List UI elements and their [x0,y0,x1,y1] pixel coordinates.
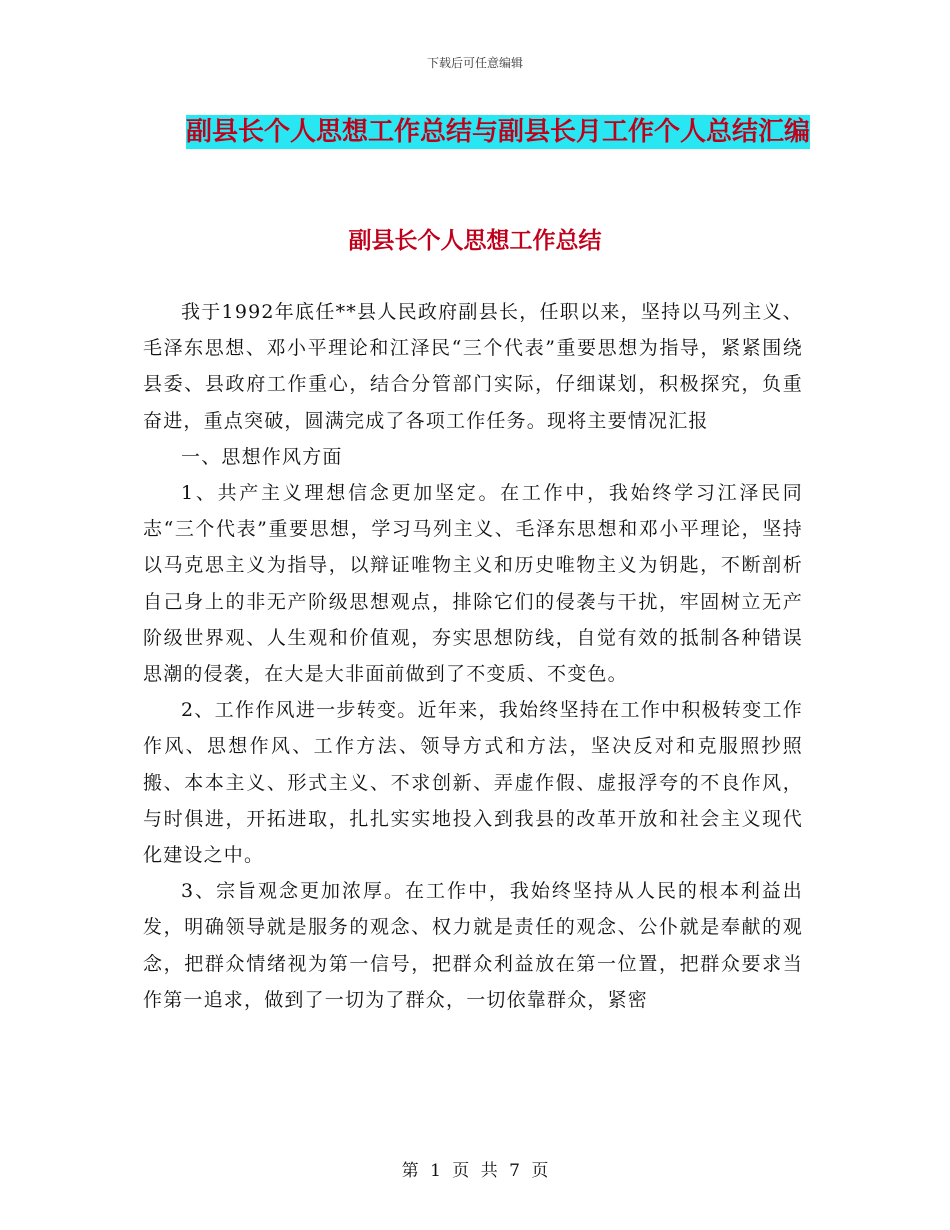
header-note: 下载后可任意编辑 [426,56,523,70]
paragraph: 我于1992年底任**县人民政府副县长，任职以来，坚持以马列主义、毛泽东思想、邓小平理论和江泽民“三个代表”重要思想为指导，紧紧围绕县委、县政府工作重心，结合分管部门实际，仔细谋划，积极探究，负重奋进，重点突破，圆满完成了各项工作任务。现将主要情况汇报 [143,301,803,432]
paragraph: 一、思想作风方面 [181,445,343,468]
paragraph: 2、工作作风进一步转变。近年来，我始终坚持在工作中积极转变工作作风、思想作风、工作方法、领导方式和方法，坚决反对和克服照抄照搬、本本主义、形式主义、不求创新、弄虚作假、虚报浮夸的不良作风，与时俱进，开拓进取，扎扎实实地投入到我县的改革开放和社会主义现代化建设之中。 [143,699,803,867]
paragraph: 3、宗旨观念更加浓厚。在工作中，我始终坚持从人民的根本利益出发，明确领导就是服务的观念、权力就是责任的观念、公仆就是奉献的观念，把群众情绪视为第一信号，把群众利益放在第一位置，把群众要求当作第一追求，做到了一切为了群众，一切依靠群众，紧密 [143,880,803,1011]
document-title-text: 副县长个人思想工作总结与副县长月工作个人总结汇编 [185,117,810,147]
document-title [180,108,816,156]
section-title: 副县长个人思想工作总结 [348,228,602,254]
page-footer: 第 1 页 共 7 页 [401,1161,549,1181]
paragraph: 1、共产主义理想信念更加坚定。在工作中，我始终学习江泽民同志“三个代表”重要思想，学习马列主义、毛泽东思想和邓小平理论，坚持以马克思主义为指导，以辩证唯物主义和历史唯物主义为钥匙，不断剖析自己身上的非无产阶级思想观点，排除它们的侵袭与干扰，牢固树立无产阶级世界观、人生观和价值观，夯实思想防线，自觉有效的抵制各种错误思潮的侵袭，在大是大非面前做到了不变质、不变色。 [143,482,803,686]
body-text [143,294,803,1018]
